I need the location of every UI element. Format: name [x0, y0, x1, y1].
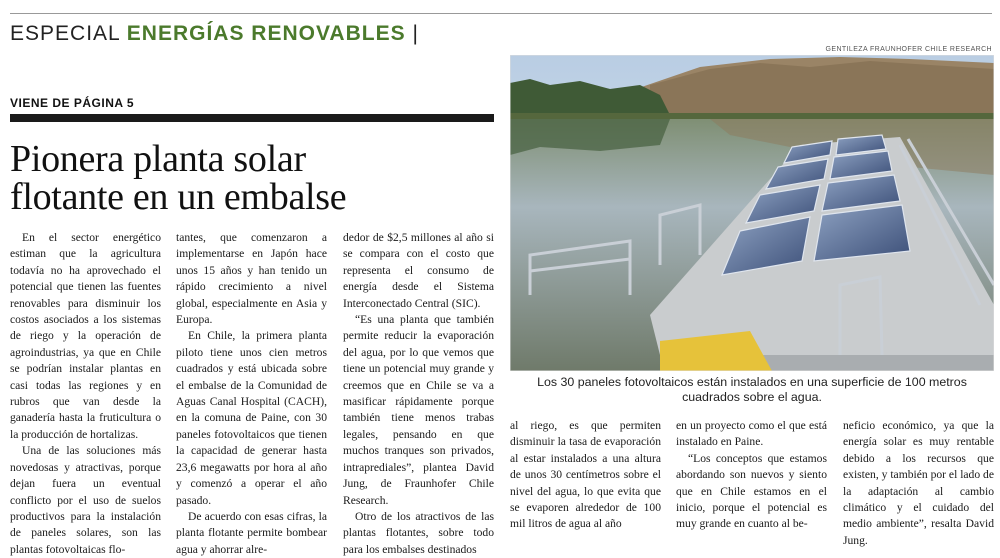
body-column-6 [843, 418, 994, 549]
body-paragraph-2-cont: tantes, que comenzaron a implementarse en Japón hace unos 15 años y han tenido un rápido crecimiento a nivel global, especialmente en Asia y Europa. [176, 231, 327, 327]
body-paragraph-2 [10, 443, 161, 558]
body-column-2 [176, 230, 327, 558]
body-paragraph-5: “Es una planta que también permite reducir la evaporación del agua, por lo que vemos que tiene un potencial muy grande y creemos que en Chile se va a masificar rápidamente porque también tiene menos trabas legales, pensando en que muchos tranques son privados, intraprediales”, plantea David Jung, de Fraunhofer Chile Research. [343, 313, 494, 507]
body-paragraph-7-cont: neficio económico, ya que la energía solar es muy rentable debido a los recursos que existen, y también por el lado de la adaptación al cambio climático y el cuidado del medio ambiente”, resalta David Jung. [843, 419, 994, 547]
body-paragraph-6-part-1: Otro de los atractivos de las plantas flotantes, sobre todo para los embalses destinados [343, 509, 494, 556]
body-paragraph-3: En Chile, la primera planta piloto tiene unos cien metros cuadrados y está ubicada sobre el embalse de la Comunidad de Aguas Canal Hospital (CACH), en la comuna de Paine, con 30 paneles fotovoltaicos que tienen la capacidad de generar hasta 23,6 megawatts por hora al año y comenzó a operar el año pasado. [176, 329, 327, 507]
top-rule [10, 13, 992, 14]
photo-caption: Los 30 paneles fotovoltaicos están instalados en una superficie de 100 metros cuadrados sobre el agua. [537, 375, 967, 404]
photo-illustration [510, 55, 994, 371]
body-paragraph-4-part-1: De acuerdo con esas cifras, la planta flotante permite bombear agua y ahorrar alre- [176, 509, 327, 556]
section-topic: ENERGÍAS RENOVABLES [126, 22, 406, 45]
section-header [10, 22, 419, 46]
kicker: VIENE DE PÁGINA 5 [10, 96, 135, 110]
body-column-5 [676, 418, 827, 533]
photo-credit: GENTILEZA FRAUNHOFER CHILE RESEARCH [825, 46, 992, 53]
body-paragraph-6-cont: al riego, es que permiten disminuir la tasa de evaporación al estar instalados a una altura de unos 30 centímetros sobre el nivel del agua, lo que evita que se evaporen alrededor de 100 mil litros de agua al año [510, 419, 661, 531]
kicker-bar [10, 114, 494, 122]
body-paragraph-7-part-1: “Los conceptos que estamos abordando son nuevos y siento que en Chile estamos en el inicio, porque el potencial es muy grande en cuanto al be- [676, 451, 827, 531]
floating-solar-photo [510, 55, 994, 371]
section-label: ESPECIAL [10, 22, 120, 45]
body-column-4 [510, 418, 661, 533]
headline [10, 140, 490, 216]
body-column-3 [343, 230, 494, 558]
body-paragraph-2-part-1: Una de las soluciones más novedosas y atractivas, porque dejan fuera un eventual conflicto por el uso de suelos productivos para la instalación de paneles solares, son las plantas fotovoltaicas flo- [10, 444, 161, 556]
headline-line-2: flotante en un embalse [10, 176, 347, 218]
body-paragraph-4-cont: dedor de $2,5 millones al año si se compara con el costo que representa el consumo de energía desde el Sistema Interconectado Central (SIC). [343, 231, 494, 310]
body-paragraph-1: En el sector energético estiman que la agricultura todavía no ha aprovechado el potencial que tienen las fuentes renovables para disminuir los costos asociados a los sistemas de riego y la operación de agroindustrias, ya que en Chile se podrían instalar plantas en casi todas las regiones y en rubros que van desde la ganadería hasta la fruticultura o la producción de hortalizas. [10, 231, 161, 441]
body-paragraph-6-end: en un proyecto como el que está instalado en Paine. [676, 419, 827, 449]
body-column-1 [10, 230, 161, 558]
headline-line-1: Pionera planta solar [10, 138, 306, 180]
section-separator: | [412, 22, 419, 45]
